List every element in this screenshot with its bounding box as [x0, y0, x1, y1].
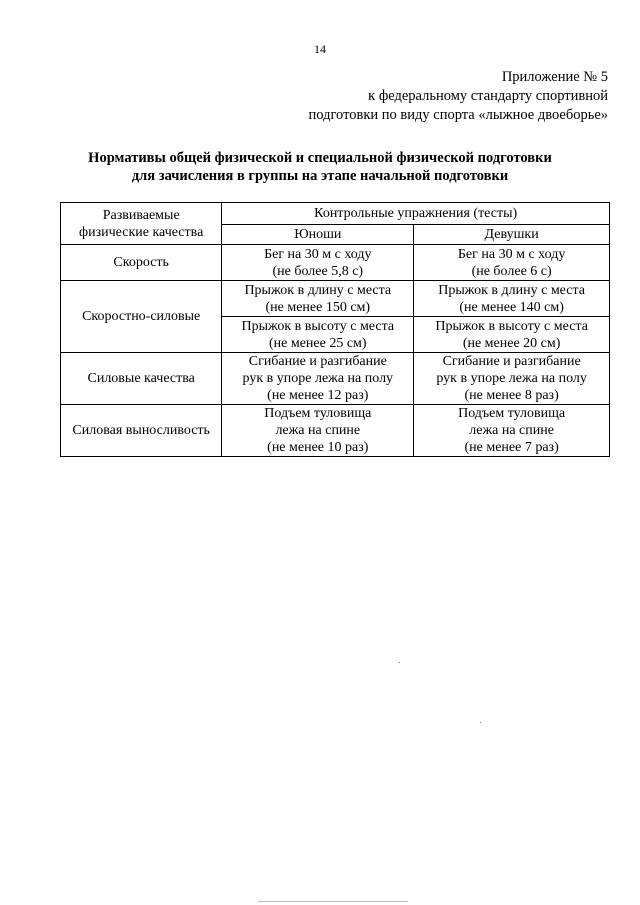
cell-line: Бег на 30 м с ходу [457, 246, 566, 262]
boys-norm-cell [222, 405, 414, 457]
table-row [61, 405, 610, 457]
header-boys: Юноши [222, 225, 414, 245]
cell-line: Прыжок в длину с места [244, 282, 392, 298]
cell-line: Подъем туловища [458, 406, 566, 421]
cell-line: Прыжок в высоту с места [241, 318, 395, 334]
cell-line: (не более 5,8 с) [272, 263, 364, 279]
table-row [61, 353, 610, 405]
row-quality: Скоростно-силовые [61, 281, 222, 353]
cell-line: Прыжок в длину с места [438, 282, 585, 298]
girls-norm-cell [414, 353, 610, 405]
boys-norm-cell [222, 281, 414, 317]
cell-line: лежа на спине [275, 423, 361, 438]
cell-line: (не менее 10 раз) [267, 440, 369, 455]
row-quality: Силовая выносливость [61, 405, 222, 457]
table-header-row [61, 203, 610, 225]
cell-line: Подъем туловища [264, 406, 372, 421]
girls-norm-cell [414, 317, 610, 353]
table-row [61, 281, 610, 317]
header-tests: Контрольные упражнения (тесты) [222, 203, 610, 225]
cell-line: рук в упоре лежа на полу [436, 371, 587, 386]
cell-line: (не более 6 с) [471, 263, 552, 279]
girls-norm-cell [414, 281, 610, 317]
cell-line: (не менее 140 см) [459, 299, 564, 315]
row-quality: Силовые качества [61, 353, 222, 405]
cell-line: Сгибание и разгибание [248, 354, 387, 369]
header-qualities-line-2: физические качества [79, 224, 204, 240]
cell-line: лежа на спине [469, 423, 554, 438]
cell-line: (не менее 25 см) [268, 335, 367, 351]
boys-norm-cell [222, 245, 414, 281]
document-title [0, 149, 640, 185]
cell-line: Сгибание и разгибание [442, 354, 581, 369]
cell-line: Бег на 30 м с ходу [264, 246, 372, 262]
page-number: 14 [314, 42, 326, 56]
cell-line: рук в упоре лежа на полу [242, 371, 394, 386]
header-qualities [61, 203, 222, 245]
table-row [61, 245, 610, 281]
norms-table [60, 202, 610, 457]
girls-norm-cell [414, 405, 610, 457]
cell-line: (не менее 20 см) [462, 335, 561, 351]
row-quality: Скорость [61, 245, 222, 281]
appendix-header [308, 68, 608, 125]
appendix-line-1: Приложение № 5 [501, 69, 608, 85]
scan-speck [399, 662, 400, 663]
title-line-2: для зачисления в группы на этапе начальной подготовки [131, 168, 509, 184]
cell-line: (не менее 150 см) [265, 299, 371, 315]
boys-norm-cell [222, 317, 414, 353]
girls-norm-cell [414, 245, 610, 281]
boys-norm-cell [222, 353, 414, 405]
header-girls: Девушки [414, 225, 610, 245]
header-qualities-line-1: Развиваемые [102, 207, 180, 223]
appendix-line-2: к федеральному стандарту спортивной [368, 88, 608, 104]
scan-speck [480, 722, 481, 723]
scan-edge-line [258, 901, 408, 902]
cell-line: (не менее 8 раз) [464, 388, 559, 403]
cell-line: (не менее 12 раз) [267, 388, 369, 403]
cell-line: (не менее 7 раз) [464, 440, 559, 455]
cell-line: Прыжок в высоту с места [435, 318, 588, 334]
title-line-1: Нормативы общей физической и специальной физической подготовки [88, 150, 552, 166]
appendix-line-3: подготовки по виду спорта «лыжное двоеборье» [308, 107, 608, 123]
